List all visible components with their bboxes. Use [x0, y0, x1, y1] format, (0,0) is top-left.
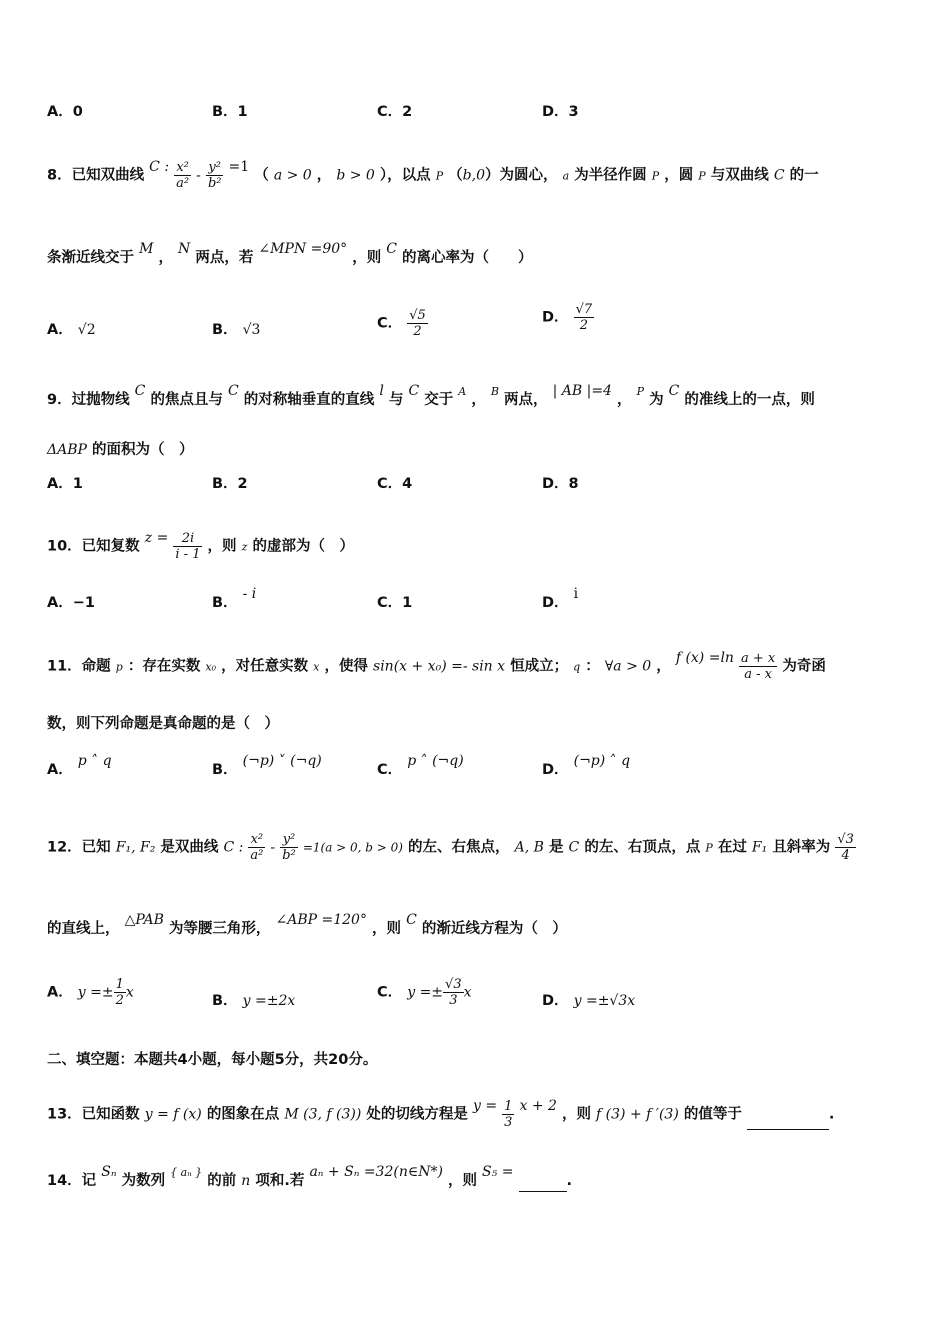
section2-heading: 二、填空题：本题共4小题，每小题5分，共20分。 — [47, 1052, 378, 1068]
q8-option-a: A． √2 — [47, 322, 96, 338]
q12-option-a: A． y =± $\frac{1}{2}$ x — [47, 977, 134, 1008]
q12-option-b: B． y =±2x — [212, 993, 296, 1009]
q10-frac: $\frac{2i}{i - 1}$ — [175, 531, 201, 562]
q7-option-a: A．0 — [47, 104, 83, 120]
q8-frac-x: $\frac{\text{x²}}{\text{a²}}$ — [176, 160, 190, 191]
q8-curve-name: C : — [149, 158, 170, 175]
q10-line1: 10．已知复数 z = $\frac{2i}{i - 1}$ ，则 z 的虚部为（ ） — [47, 529, 354, 562]
q11-option-a: A． p ˄ q — [47, 753, 112, 778]
q9-line2: ΔABP 的面积为（ ） — [47, 442, 194, 458]
q11-line1: 11．命题 p ：存在实数 x₀ ，对任意实数 x ，使得 sin(x + x₀) =- sin x 恒成立； q ： ∀a > 0 ， f (x) =ln $\frac{a + x}{a - x}$ 为奇函 — [47, 649, 826, 682]
q13-answer-blank[interactable] — [747, 1113, 829, 1130]
q13-number: 13．已知函数 — [47, 1106, 140, 1123]
q13-line: 13．已知函数 y = f (x) 的图象在点 M (3, f (3)) 处的切线方程是 y = $\frac{1}{3}$ x + 2 ，则 f (3) + f ′(3) 的值等于 . — [47, 1097, 835, 1130]
q8-line2: 条渐近线交于 M ， N 两点，若 ∠MPN =90° ，则 C 的离心率为（ ） — [47, 241, 533, 266]
q12-line2: 的直线上， △PAB 为等腰三角形， ∠ABP =120° ，则 C 的渐近线方程为（ ） — [47, 912, 567, 937]
q10-option-b: B． - i — [212, 586, 257, 611]
q9-option-a: A．1 — [47, 476, 83, 492]
q11-number: 11．命题 — [47, 658, 111, 675]
q11-line2: 数，则下列命题是真命题的是（ ） — [47, 716, 279, 732]
q10-number: 10．已知复数 — [47, 538, 140, 555]
q11-frac: $\frac{a + x}{a - x}$ — [741, 651, 776, 682]
q9-number: 9．过抛物线 — [47, 392, 130, 408]
q12-number: 12．已知 — [47, 839, 111, 856]
q7-option-b: B．1 — [212, 104, 248, 120]
q8-frac-y: $\frac{\text{y²}}{\text{b²}}$ — [207, 160, 222, 191]
q12-line1: 12．已知 F₁, F₂ 是双曲线 C : $\frac{\text{x²}}{\text{a²}}$ - $\frac{\text{y²}}{\text{b²}}$ =1(a > 0, b > 0) 的左、右焦点， A, B 是 C 的左、右顶点，点 P 在过 F₁ 且斜率为 $\frac{√3}{4}$ — [47, 832, 854, 863]
q12-option-d: D． y =±√3x — [542, 993, 636, 1009]
q12-slope: $\frac{√3}{4}$ — [837, 832, 854, 863]
q10-option-d: D． i — [542, 586, 579, 611]
q10-option-c: C．1 — [377, 595, 413, 611]
q8-line1: 8．已知双曲线 C : $\frac{\text{x²}}{\text{a²}}$ - $\frac{\text{y²}}{\text{b²}}$ =1 （ a > 0 ， b > 0 ），以点 P （b,0）为圆心， a 为半径作圆 P ，圆 P 与双曲线 C 的一 — [47, 158, 819, 191]
q7-option-c: C．2 — [377, 104, 413, 120]
q14-number: 14．记 — [47, 1173, 97, 1189]
q8-number: 8．已知双曲线 — [47, 167, 145, 184]
q14-line: 14．记 Sₙ 为数列 $^{\{ a_n \}}$ 的前 n 项和.若 aₙ + Sₙ =32(n∈N*) ，则 S₅ = . — [47, 1171, 572, 1192]
q11-option-c: C． p ˄ (¬q) — [377, 753, 464, 778]
q8-option-d: D． $\frac{√7}{2}$ — [542, 302, 593, 333]
q7-option-d: D．3 — [542, 104, 579, 120]
q8-option-b: B． √3 — [212, 322, 261, 338]
q9-option-c: C．4 — [377, 476, 413, 492]
q9-option-b: B．2 — [212, 476, 248, 492]
q12-option-c: C． y =± $\frac{√3}{3}$ x — [377, 977, 472, 1008]
q11-option-b: B． (¬p) ˅ (¬q) — [212, 753, 322, 778]
q9-line1: 9．过抛物线 C 的焦点且与 C 的对称轴垂直的直线 l 与 C 交于 $^A$ ， $^B$ 两点， | AB |=4 ， $^P$ 为 C 的准线上的一点，则 — [47, 383, 815, 408]
q8-option-c: C． $\frac{√5}{2}$ — [377, 308, 426, 339]
q11-option-d: D． (¬p) ˄ q — [542, 753, 631, 778]
q14-answer-blank[interactable] — [519, 1175, 567, 1192]
q9-option-d: D．8 — [542, 476, 579, 492]
q10-option-a: A．−1 — [47, 595, 95, 611]
